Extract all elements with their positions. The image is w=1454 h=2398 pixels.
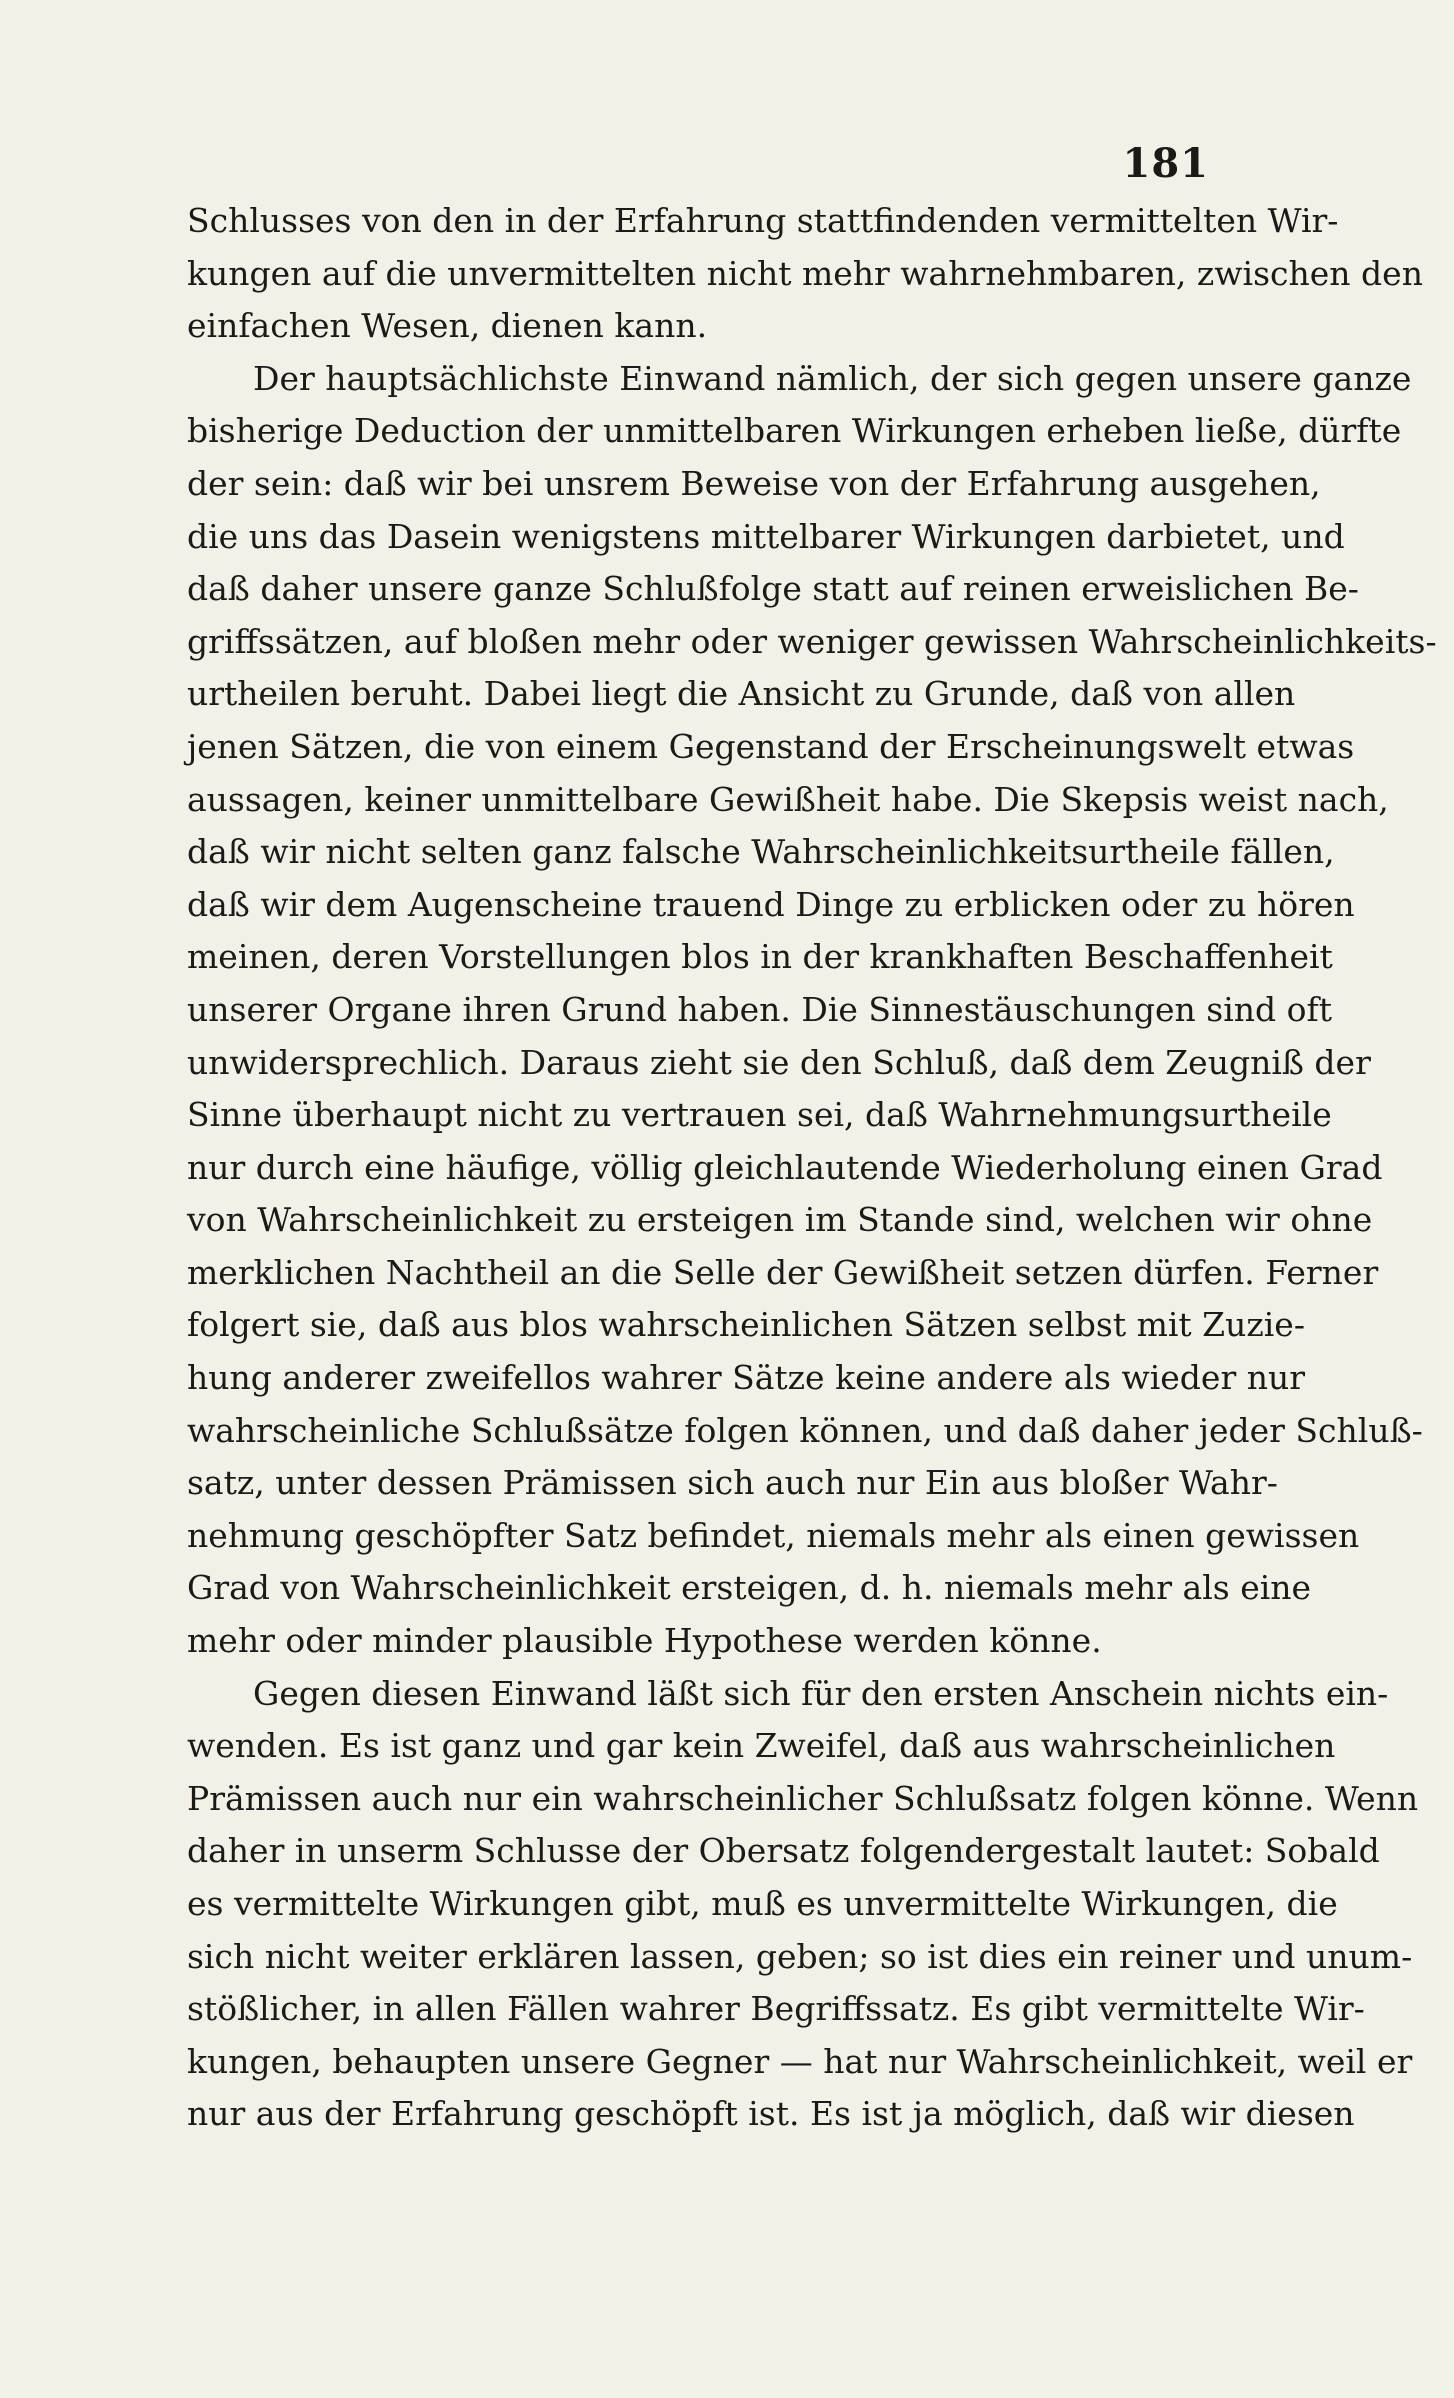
text-line: es vermittelte Wirkungen gibt, muß es unvermittelte Wirkungen, die [187, 1884, 1338, 1923]
text-line: die uns das Dasein wenigstens mittelbarer Wirkungen darbietet, und [187, 516, 1345, 556]
text-line: kungen, behaupten unsere Gegner — hat nur Wahrscheinlichkeit, weil er [187, 2041, 1413, 2081]
text-line: daher in unserm Schlusse der Obersatz folgendergestalt lautet: Sobald [187, 1831, 1380, 1871]
text-line: bisherige Deduction der unmittelbaren Wirkungen erheben ließe, dürfte [187, 411, 1402, 451]
text-line: daß daher unsere ganze Schlußfolge statt auf reinen erweislichen Be- [187, 569, 1359, 609]
text-line: nehmung geschöpfter Satz befindet, niemals mehr als einen gewissen [187, 1515, 1360, 1555]
paragraph [187, 1668, 1419, 2141]
text-line: mehr oder minder plausible Hypothese werden könne. [187, 1621, 1102, 1661]
text-line: Grad von Wahrscheinlichkeit ersteigen, d. h. niemals mehr als eine [187, 1568, 1312, 1608]
text-line: jenen Sätzen, die von einem Gegenstand der Erscheinungswelt etwas [187, 726, 1355, 766]
text-line: hung anderer zweifellos wahrer Sätze keine andere als wieder nur [187, 1358, 1305, 1398]
text-line: satz, unter dessen Prämissen sich auch nur Ein aus bloßer Wahr- [187, 1463, 1278, 1503]
text-line: Schlusses von den in der Erfahrung stattfindenden vermittelten Wir- [187, 201, 1339, 240]
paragraph [187, 195, 1423, 353]
text-line: stößlicher, in allen Fällen wahrer Begriffssatz. Es gibt vermittelte Wir- [187, 1989, 1365, 2029]
text-line: Sinne überhaupt nicht zu vertrauen sei, daß Wahrnehmungsurtheile [187, 1095, 1332, 1135]
text-line: unwidersprechlich. Daraus zieht sie den Schluß, daß dem Zeugniß der [187, 1042, 1371, 1082]
text-line: griffssätzen, auf bloßen mehr oder weniger gewissen Wahrscheinlichkeits- [187, 621, 1437, 661]
text-line: kungen auf die unvermittelten nicht mehr wahrnehmbaren, zwischen den [187, 253, 1423, 293]
text-line: daß wir nicht selten ganz falsche Wahrscheinlichkeitsurtheile fällen, [187, 832, 1335, 872]
text-line: wenden. Es ist ganz und gar kein Zweifel, daß aus wahrscheinlichen [187, 1726, 1336, 1766]
text-line: sich nicht weiter erklären lassen, geben; so ist dies ein reiner und unum- [187, 1936, 1413, 1976]
text-line: wahrscheinliche Schlußsätze folgen können, und daß daher jeder Schluß- [187, 1410, 1423, 1450]
text-line: einfachen Wesen, dienen kann. [187, 306, 708, 346]
text-line: merklichen Nachtheil an die Selle der Gewißheit setzen dürfen. Ferner [187, 1252, 1379, 1292]
text-line: von Wahrscheinlichkeit zu ersteigen im Stande sind, welchen wir ohne [187, 1200, 1373, 1240]
text-line: unserer Organe ihren Grund haben. Die Sinnestäuschungen sind oft [187, 989, 1332, 1029]
text-line: folgert sie, daß aus blos wahrscheinlichen Sätzen selbst mit Zuzie- [187, 1305, 1305, 1345]
text-line: Gegen diesen Einwand läßt sich für den ersten Anschein nichts ein- [253, 1673, 1389, 1713]
text-line: nur aus der Erfahrung geschöpft ist. Es ist ja möglich, daß wir diesen [187, 2094, 1355, 2134]
page-number: 181 [1122, 140, 1209, 187]
text-line: daß wir dem Augenscheine trauend Dinge zu erblicken oder zu hören [187, 884, 1355, 924]
text-line: der sein: daß wir bei unsrem Beweise von der Erfahrung ausgehen, [187, 463, 1321, 503]
body-text [187, 195, 1437, 2141]
text-line: nur durch eine häufige, völlig gleichlautende Wiederholung einen Grad [187, 1147, 1383, 1187]
text-line: Der hauptsächlichste Einwand nämlich, der sich gegen unsere ganze [253, 358, 1412, 398]
text-line: urtheilen beruht. Dabei liegt die Ansicht zu Grunde, daß von allen [187, 674, 1296, 714]
text-line: meinen, deren Vorstellungen blos in der krankhaften Beschaffenheit [187, 937, 1333, 977]
paragraph [187, 353, 1437, 1668]
text-line: Prämissen auch nur ein wahrscheinlicher Schlußsatz folgen könne. Wenn [187, 1778, 1419, 1818]
text-line: aussagen, keiner unmittelbare Gewißheit habe. Die Skepsis weist nach, [187, 779, 1389, 819]
